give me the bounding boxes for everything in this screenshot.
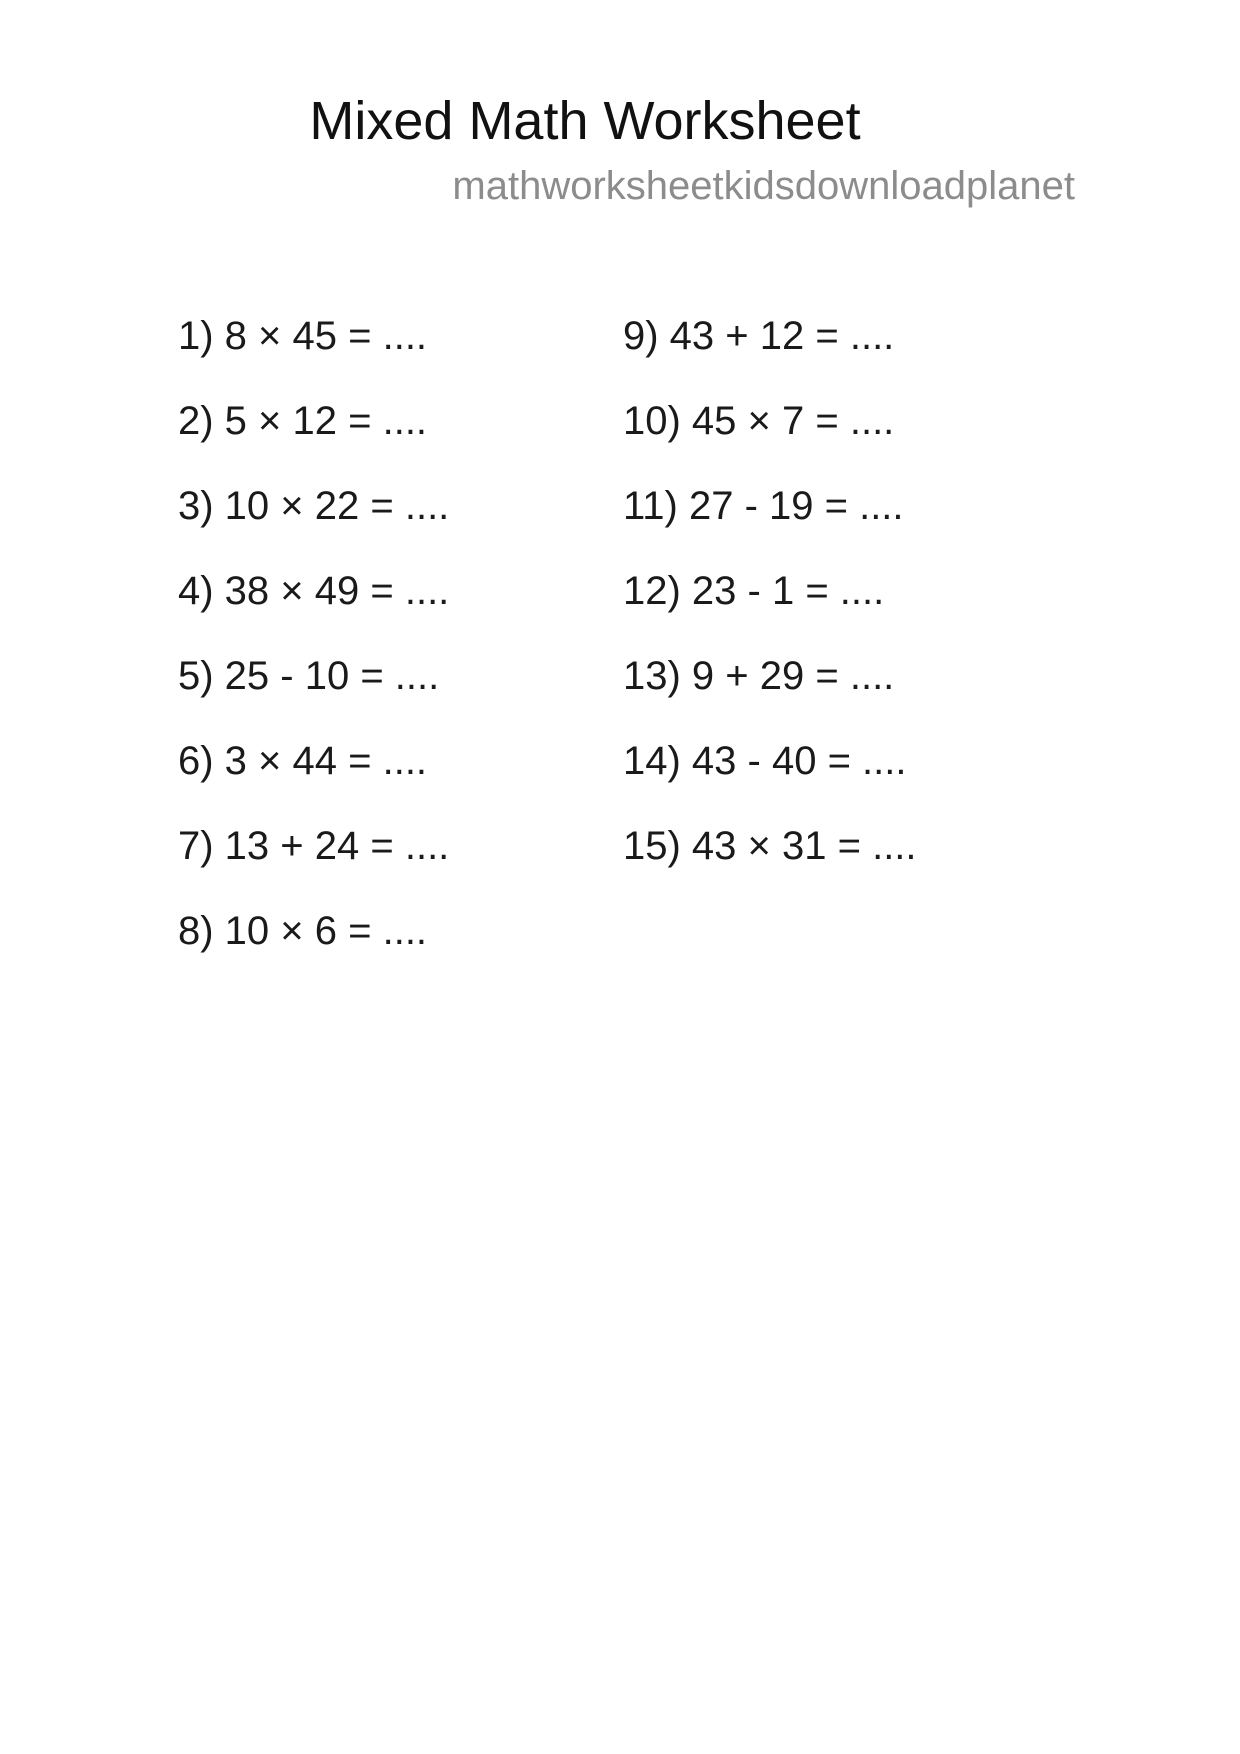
problem-4: 4) 38 × 49 = .... <box>178 569 450 613</box>
problem-9: 9) 43 + 12 = .... <box>623 314 895 358</box>
problem-5: 5) 25 - 10 = .... <box>178 654 440 698</box>
problem-3: 3) 10 × 22 = .... <box>178 484 450 528</box>
problem-6: 6) 3 × 44 = .... <box>178 739 428 783</box>
problem-2: 2) 5 × 12 = .... <box>178 399 428 443</box>
problem-14: 14) 43 - 40 = .... <box>623 739 907 783</box>
problem-1: 1) 8 × 45 = .... <box>178 314 428 358</box>
problem-11: 11) 27 - 19 = .... <box>623 484 904 528</box>
problems-column-right <box>623 294 917 889</box>
problem-10: 10) 45 × 7 = .... <box>623 399 895 443</box>
problems-column-left <box>178 294 449 974</box>
page-title: Mixed Math Worksheet <box>309 91 861 151</box>
problem-7: 7) 13 + 24 = .... <box>178 824 450 868</box>
watermark-site-name: mathworksheetkidsdownloadplanet <box>452 164 1075 208</box>
problem-12: 12) 23 - 1 = .... <box>623 569 885 613</box>
problem-13: 13) 9 + 29 = .... <box>623 654 895 698</box>
problem-15: 15) 43 × 31 = .... <box>623 824 917 868</box>
problem-8: 8) 10 × 6 = .... <box>178 909 428 953</box>
